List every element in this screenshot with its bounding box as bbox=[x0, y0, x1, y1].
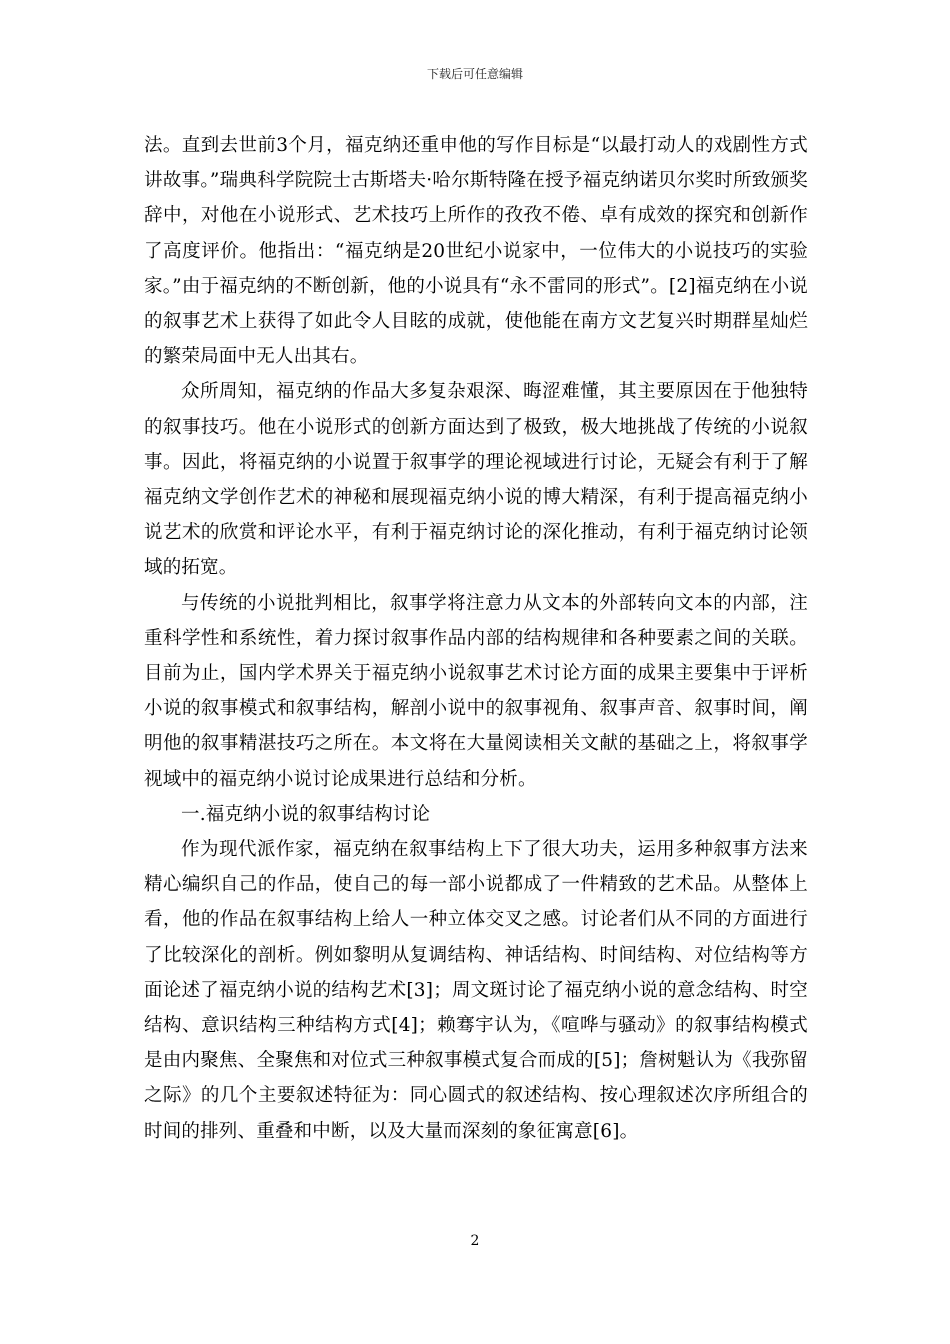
page-number: 2 bbox=[470, 1233, 480, 1249]
paragraph-3: 与传统的小说批判相比，叙事学将注意力从文本的外部转向文本的内部，注重科学性和系统性，着力探讨叙事作品内部的结构规律和各种要素之间的关联。目前为止，国内学术界关于福克纳小说叙事艺术讨论方面的成果主要集中于评析小说的叙事模式和叙事结构，解剖小说中的叙事视角、叙事声音、叙事时间，阐明他的叙事精湛技巧之所在。本文将在大量阅读相关文献的基础之上，将叙事学视域中的福克纳小说讨论成果进行总结和分析。 bbox=[144, 592, 808, 790]
paragraph-2: 众所周知，福克纳的作品大多复杂艰深、晦涩难懂，其主要原因在于他独特的叙事技巧。他在小说形式的创新方面达到了极致，极大地挑战了传统的小说叙事。因此，将福克纳的小说置于叙事学的理论视域进行讨论，无疑会有利于了解福克纳文学创作艺术的神秘和展现福克纳小说的博大精深，有利于提高福克纳小说艺术的欣赏和评论水平，有利于福克纳讨论的深化推动，有利于福克纳讨论领域的拓宽。 bbox=[144, 381, 808, 579]
paragraph-1: 法。直到去世前3个月，福克纳还重申他的写作目标是“以最打动人的戏剧性方式讲故事。”瑞典科学院院士古斯塔夫·哈尔斯特隆在授予福克纳诺贝尔奖时所致颁奖辞中，对他在小说形式、艺术技巧上所作的孜孜不倦、卓有成效的探究和创新作了高度评价。他指出：“福克纳是20世纪小说家中，一位伟大的小说技巧的实验家。”由于福克纳的不断创新，他的小说具有“永不雷同的形式”。[2]福克纳在小说的叙事艺术上获得了如此令人目眩的成就，使他能在南方文艺复兴时期群星灿烂的繁荣局面中无人出其右。 bbox=[144, 135, 808, 368]
section-heading: 一.福克纳小说的叙事结构讨论 bbox=[181, 803, 431, 825]
document-body bbox=[144, 128, 808, 1149]
paragraph-4: 作为现代派作家，福克纳在叙事结构上下了很大功夫，运用多种叙事方法来精心编织自己的作品，使自己的每一部小说都成了一件精致的艺术品。从整体上看，他的作品在叙事结构上给人一种立体交叉之感。讨论者们从不同的方面进行了比较深化的剖析。例如黎明从复调结构、神话结构、时间结构、对位结构等方面论述了福克纳小说的结构艺术[3]；周文斑讨论了福克纳小说的意念结构、时空结构、意识结构三种结构方式[4]；赖骞宇认为，《喧哗与骚动》的叙事结构模式是由内聚焦、全聚焦和对位式三种叙事模式复合而成的[5]；詹树魁认为《我弥留之际》的几个主要叙述特征为：同心圆式的叙述结构、按心理叙述次序所组合的时间的排列、重叠和中断，以及大量而深刻的象征寓意[6]。 bbox=[144, 839, 808, 1142]
page-header: 下载后可任意编辑 bbox=[426, 67, 523, 81]
